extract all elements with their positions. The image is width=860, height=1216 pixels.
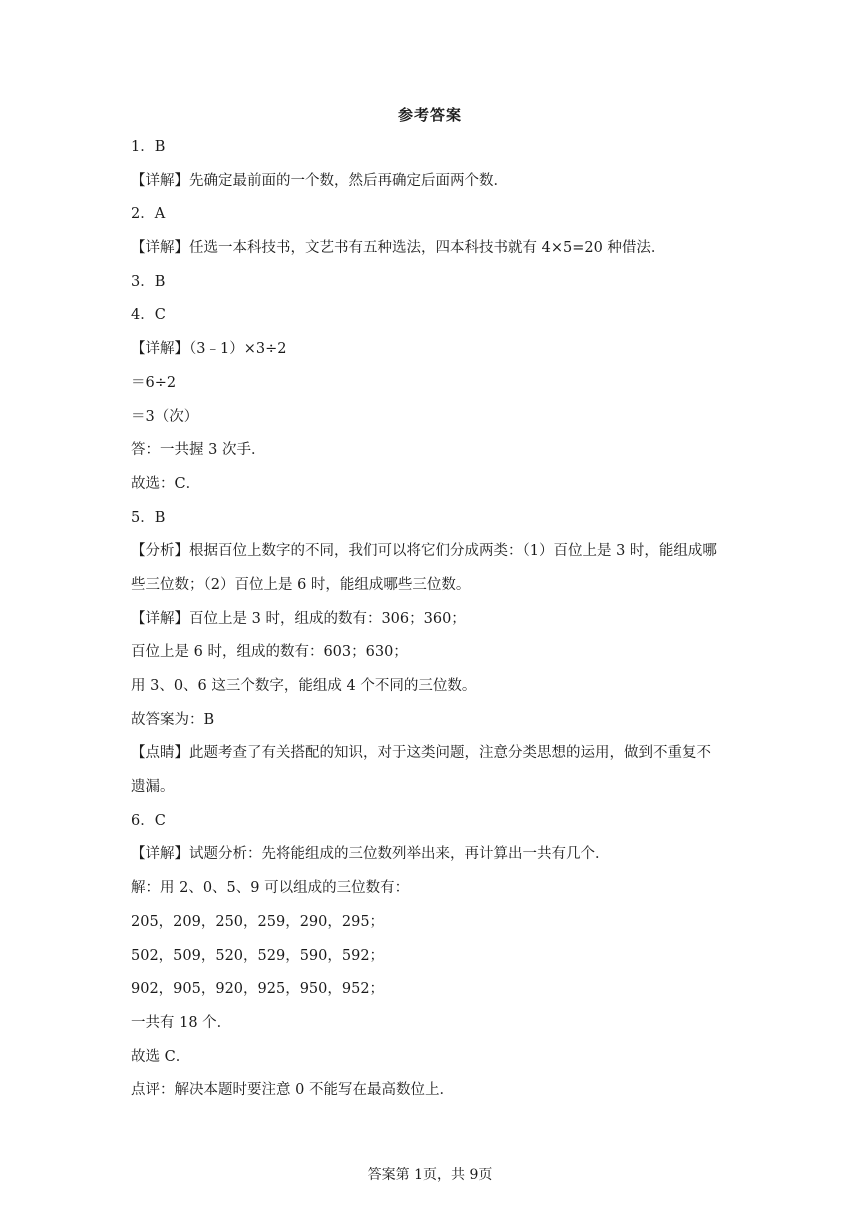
answer-line: 解：用 2、0、5、9 可以组成的三位数有：: [131, 880, 410, 897]
answer-line: 【详解】（3﹣1）×3÷2: [131, 341, 287, 358]
answer-line: ＝3（次）: [131, 408, 199, 425]
answer-line: 6．C: [131, 812, 166, 829]
answer-line: 205，209，250，259，290，295；: [131, 913, 385, 930]
answer-line: 答：一共握 3 次手．: [131, 442, 266, 459]
answer-line: 【详解】任选一本科技书，文艺书有五种选法，四本科技书就有 4×5=20 种借法．: [131, 240, 666, 257]
answer-line: 故选：C．: [131, 475, 201, 492]
answer-line: 3．B: [131, 273, 166, 290]
answer-line: 4．C: [131, 307, 166, 324]
answer-line: 【分析】根据百位上数字的不同，我们可以将它们分成两类：（1）百位上是 3 时，能组成哪: [131, 543, 717, 560]
answer-line: 故选 C．: [131, 1048, 191, 1065]
answer-line: 【详解】试题分析：先将能组成的三位数列举出来，再计算出一共有几个．: [131, 846, 610, 863]
answer-line: 百位上是 6 时，组成的数有：603；630；: [131, 644, 408, 661]
answer-line: 【点睛】此题考查了有关搭配的知识，对于这类问题，注意分类思想的运用，做到不重复不: [131, 745, 711, 762]
answer-line: 1．B: [131, 139, 166, 155]
answer-line: 用 3、0、6 这三个数字，能组成 4 个不同的三位数。: [131, 678, 477, 694]
answer-line: 一共有 18 个．: [131, 1014, 232, 1031]
page-title: 参考答案: [397, 106, 462, 124]
answer-line: 遗漏。: [131, 779, 175, 796]
answer-line: 2．A: [131, 206, 166, 223]
answer-line: ＝6÷2: [131, 374, 177, 391]
answer-line: 故答案为：B: [131, 711, 215, 728]
answer-line: 502，509，520，529，590，592；: [131, 947, 385, 964]
answer-line: 【详解】先确定最前面的一个数，然后再确定后面两个数．: [131, 172, 508, 189]
answer-line: 902，905，920，925，950，952；: [131, 981, 385, 998]
answer-line: 点评：解决本题时要注意 0 不能写在最高数位上．: [131, 1082, 454, 1099]
answer-line: 些三位数；（2）百位上是 6 时，能组成哪些三位数。: [131, 576, 471, 593]
answer-line: 【详解】百位上是 3 时，组成的数有：306；360；: [131, 610, 466, 627]
answer-body: [131, 134, 751, 1111]
answer-line: 5．B: [131, 509, 166, 526]
page-footer: 答案第 1页，共 9页: [367, 1167, 493, 1183]
